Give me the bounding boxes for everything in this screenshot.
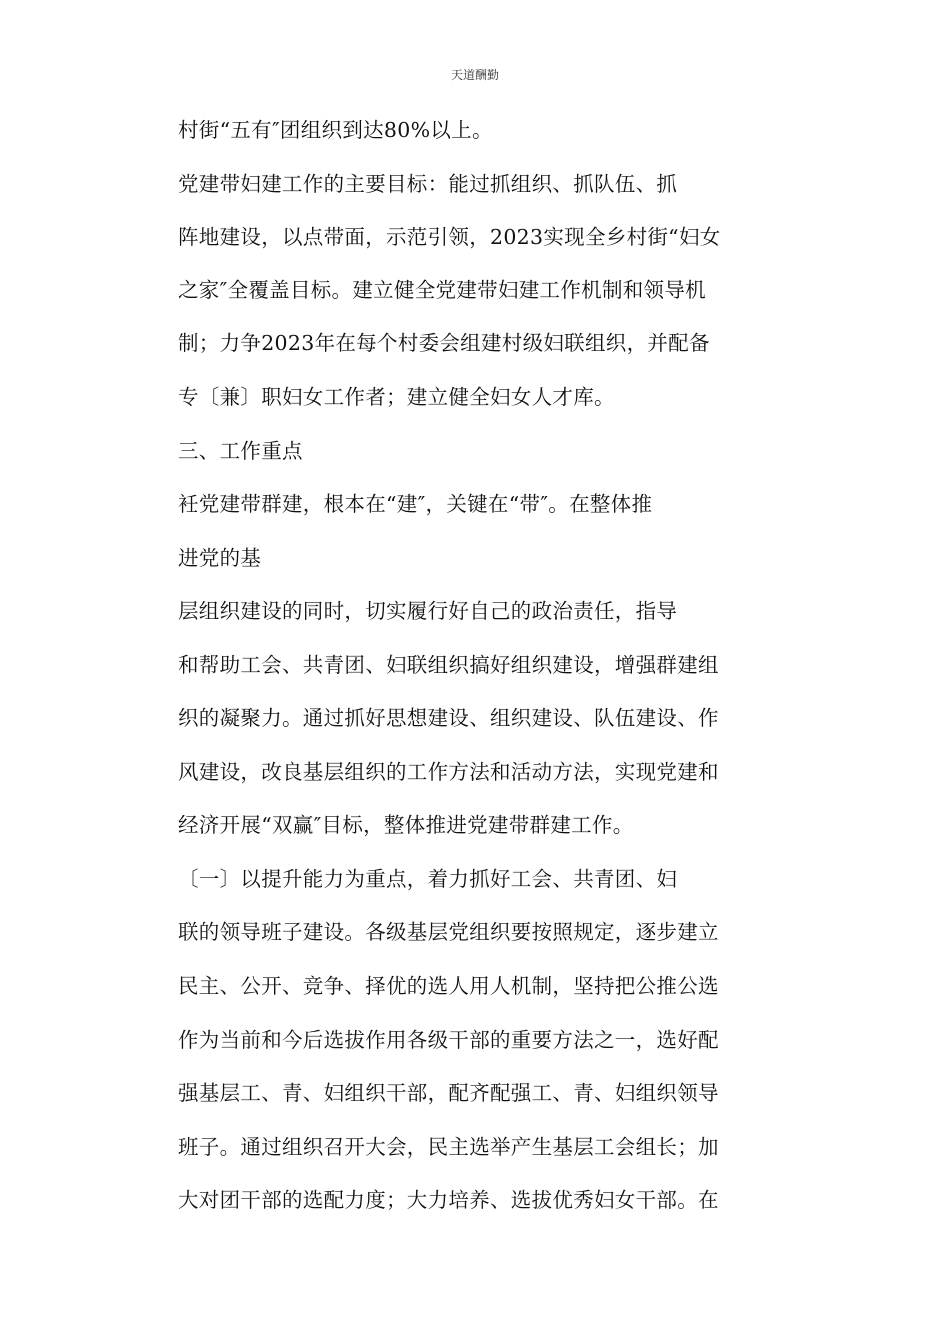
text-line: 和帮助工会、共青团、妇联组织搞好组织建设，增强群建组	[178, 653, 719, 677]
text-line: 制；力争2023年在每个村委会组建村级妇联组织，并配备	[178, 331, 710, 355]
text-line: 织的凝聚力。通过抓好思想建设、组织建设、队伍建设、作	[178, 706, 719, 730]
text-line: 层组织建设的同时，切实履行好自己的政治责任，指导	[178, 599, 678, 623]
section-heading: 三、工作重点	[178, 439, 303, 463]
text-line: 民主、公开、竞争、择优的选人用人机制，坚持把公推公选	[178, 974, 719, 998]
text-line: 衽党建带群建，根本在“建″，关键在“带″。在整体推	[178, 492, 653, 516]
text-line: 强基层工、青、妇组织干部，配齐配强工、青、妇组织领导	[178, 1081, 719, 1105]
text-line: 党建带妇建工作的主要目标：能过抓组织、抓队伍、抓	[178, 172, 678, 196]
text-line: 班子。通过组织召开大会，民主选举产生基层工会组长；加	[178, 1135, 719, 1159]
text-line: 风建设，改良基层组织的工作方法和活动方法，实现党建和	[178, 760, 719, 784]
text-line: 经济开展“双赢″目标，整体推进党建带群建工作。	[178, 813, 634, 837]
text-line: 作为当前和今后选拔作用各级干部的重要方法之一，选好配	[178, 1028, 719, 1052]
text-line: 大对团干部的选配力度；大力培养、选拔优秀妇女干部。在	[178, 1188, 719, 1212]
page-header: 天道酬勤	[450, 68, 499, 82]
text-line: 〔一〕以提升能力为重点，着力抓好工会、共青团、妇	[178, 867, 678, 891]
text-line: 专〔兼〕职妇女工作者；建立健全妇女人才库。	[178, 385, 615, 409]
text-line: 村街“五有″团组织到达80%以上。	[178, 118, 493, 142]
text-line: 阵地建设，以点带面，示范引领，2023实现全乡村街“妇女	[178, 225, 721, 249]
text-line: 联的领导班子建设。各级基层党组织要按照规定，逐步建立	[178, 920, 719, 944]
text-line: 之家″全覆盖目标。建立健全党建带妇建工作机制和领导机	[178, 278, 706, 302]
text-line: 进党的基	[178, 546, 262, 570]
